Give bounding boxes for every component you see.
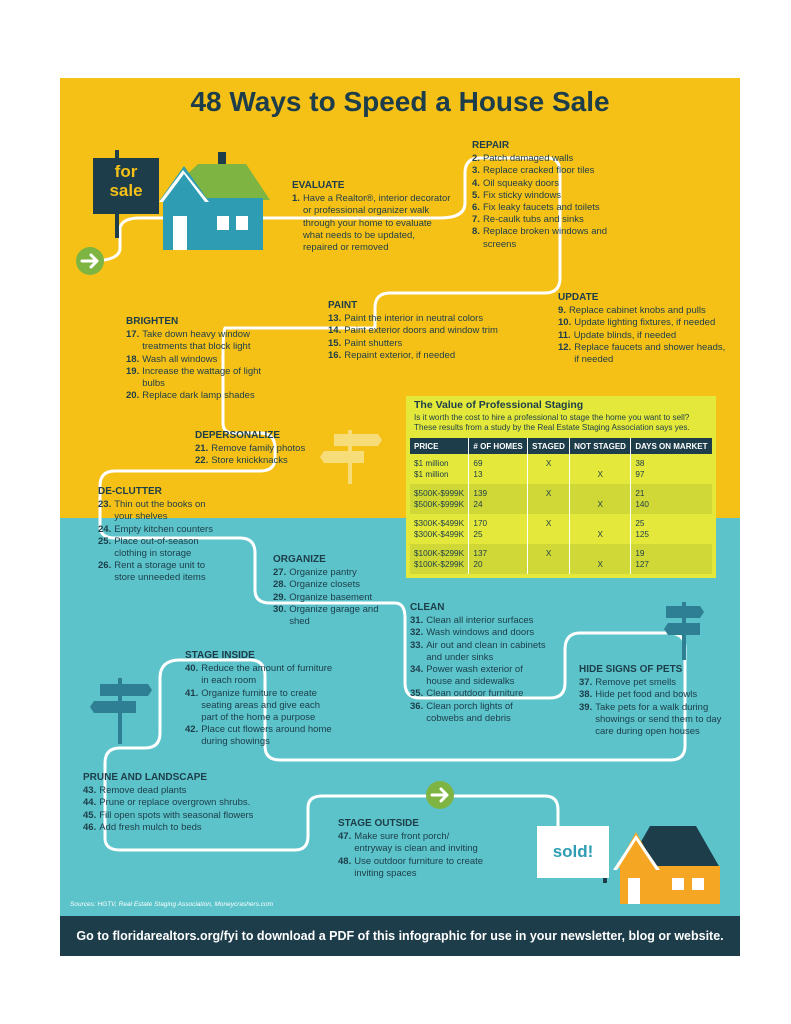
tip-item xyxy=(98,536,223,560)
section-evaluate xyxy=(292,180,452,254)
tip-text: Paint exterior doors and window trim xyxy=(344,325,498,337)
tip-text: Have a Realtor®, interior decorator or professional organizer walk through your home to evaluate what needs to be updated, repaired or removed xyxy=(302,193,451,254)
table-cell: 125 xyxy=(631,529,712,544)
tip-item xyxy=(410,627,550,639)
tip-list xyxy=(472,153,642,251)
table-cell: X xyxy=(570,559,631,574)
table-cell: 25 xyxy=(631,514,712,529)
section-declutter xyxy=(98,486,223,585)
start-arrow-icon xyxy=(76,247,104,275)
tip-item xyxy=(410,664,550,688)
table-cell: X xyxy=(528,454,570,469)
tip-text: Organize garage and shed xyxy=(289,603,379,628)
table-cell: 25 xyxy=(469,529,528,544)
tip-text: Replace cabinet knobs and pulls xyxy=(568,305,706,317)
sold-label: sold! xyxy=(552,842,594,861)
table-row xyxy=(410,544,712,559)
tip-text: Replace dark lamp shades xyxy=(142,390,255,402)
table-cell xyxy=(528,499,570,514)
tip-list xyxy=(292,193,452,254)
tip-number: 40. xyxy=(185,663,199,675)
section-repair xyxy=(472,140,642,251)
tip-item xyxy=(558,342,728,366)
tip-number: 33. xyxy=(410,639,424,651)
table-cell xyxy=(570,544,631,559)
tip-text: Power wash exterior of house and sidewalks xyxy=(426,664,523,688)
table-cell: X xyxy=(570,469,631,484)
table-cell: X xyxy=(570,499,631,514)
tip-text: Paint the interior in neutral colors xyxy=(344,313,484,325)
tip-number: 14. xyxy=(328,325,342,337)
section-heading: BRIGHTEN xyxy=(126,316,179,327)
tip-number: 37. xyxy=(579,677,593,689)
tip-text: Organize furniture to create seating areas and give each part of the home a purpose xyxy=(201,687,321,724)
tip-text: Hide pet food and bowls xyxy=(595,689,698,701)
tip-number: 13. xyxy=(328,313,342,325)
table-cell: $500K-$999K xyxy=(410,484,469,499)
tip-item xyxy=(472,165,642,177)
section-stage-inside xyxy=(185,650,335,749)
tip-text: Add fresh mulch to beds xyxy=(99,821,202,833)
tip-text: Air out and clean in cabinets and under sinks xyxy=(426,639,546,663)
section-heading: STAGE OUTSIDE xyxy=(338,818,419,829)
section-heading: UPDATE xyxy=(558,292,599,303)
tip-number: 46. xyxy=(83,821,97,833)
tip-number: 28. xyxy=(273,579,287,591)
tip-text: Prune or replace overgrown shrubs. xyxy=(99,797,251,809)
tip-number: 15. xyxy=(328,337,342,349)
tip-item xyxy=(195,455,325,467)
house-icon xyxy=(159,152,270,250)
tip-item xyxy=(472,214,642,226)
tip-item xyxy=(126,366,266,390)
tip-number: 39. xyxy=(579,701,593,713)
tip-number: 43. xyxy=(83,785,97,797)
table-cell: 137 xyxy=(469,544,528,559)
tip-number: 24. xyxy=(98,523,112,535)
tip-item xyxy=(410,615,550,627)
infographic xyxy=(60,78,740,956)
table-cell: 97 xyxy=(631,469,712,484)
page-title: 48 Ways to Speed a House Sale xyxy=(190,86,610,117)
tip-list xyxy=(273,567,383,628)
continue-arrow-icon xyxy=(426,781,454,809)
table-cell xyxy=(528,529,570,544)
tip-number: 1. xyxy=(292,193,300,205)
tip-text: Remove pet smells xyxy=(595,677,676,689)
tip-text: Patch damaged walls xyxy=(482,153,574,165)
tip-item xyxy=(472,153,642,165)
table-row xyxy=(410,454,712,469)
tip-number: 45. xyxy=(83,809,97,821)
tip-number: 7. xyxy=(472,214,480,226)
tip-number: 19. xyxy=(126,365,140,377)
tip-text: Wash windows and doors xyxy=(426,627,535,639)
section-heading: CLEAN xyxy=(410,602,445,613)
section-heading: HIDE SIGNS OF PETS xyxy=(579,664,683,675)
tip-number: 18. xyxy=(126,353,140,365)
tip-item xyxy=(410,688,550,700)
tip-text: Reduce the amount of furniture in each room xyxy=(201,663,333,687)
table-cell: $1 million xyxy=(414,459,449,468)
section-heading: STAGE INSIDE xyxy=(185,650,255,661)
tip-item xyxy=(185,688,335,725)
tip-list xyxy=(410,615,550,725)
tip-number: 2. xyxy=(472,153,480,165)
section-heading: ORGANIZE xyxy=(273,554,326,565)
staging-title: The Value of Professional Staging xyxy=(414,399,584,411)
tip-item xyxy=(273,604,383,628)
table-header-cell: STAGED xyxy=(528,438,570,454)
tip-item xyxy=(472,178,642,190)
table-cell xyxy=(528,559,570,574)
tip-list xyxy=(185,663,335,748)
tip-number: 11. xyxy=(558,329,571,341)
tip-list xyxy=(126,329,266,402)
tip-number: 12. xyxy=(558,341,572,353)
tip-item xyxy=(328,325,508,337)
tip-item xyxy=(338,856,488,880)
signpost-icon-yellow xyxy=(320,430,382,484)
tip-text: Empty kitchen counters xyxy=(114,523,213,535)
tip-item xyxy=(83,785,273,797)
section-heading: EVALUATE xyxy=(292,180,345,191)
section-organize xyxy=(273,554,383,628)
tip-number: 5. xyxy=(472,189,480,201)
tip-item xyxy=(126,354,266,366)
tip-item xyxy=(579,702,729,739)
staging-table xyxy=(410,438,712,574)
tip-text: Fix sticky windows xyxy=(482,189,562,201)
section-depersonalize xyxy=(195,430,325,468)
tip-item xyxy=(83,797,273,809)
tip-item xyxy=(328,350,508,362)
sold-house-icon xyxy=(613,826,720,904)
tip-text: Make sure front porch/ entryway is clean and inviting xyxy=(354,831,478,855)
tip-item xyxy=(328,313,508,325)
tip-text: Take pets for a walk during showings or send them to day care during open houses xyxy=(595,701,722,738)
tip-text: Clean all interior surfaces xyxy=(426,615,534,627)
tip-number: 27. xyxy=(273,567,287,579)
table-cell: X xyxy=(570,529,631,544)
tip-list xyxy=(558,305,728,366)
table-cell: 13 xyxy=(469,469,528,484)
tip-list xyxy=(98,499,223,584)
tip-item xyxy=(410,701,550,725)
tip-item xyxy=(273,567,383,579)
section-heading: REPAIR xyxy=(472,140,510,151)
tip-number: 8. xyxy=(472,226,480,238)
tip-text: Paint shutters xyxy=(344,337,403,349)
tip-item xyxy=(472,226,642,250)
tip-number: 4. xyxy=(472,177,480,189)
table-cell: 170 xyxy=(469,514,528,529)
tip-text: Use outdoor furniture to create inviting spaces xyxy=(354,855,484,879)
tip-number: 35. xyxy=(410,688,424,700)
tip-text: Organize closets xyxy=(289,579,360,591)
table-header-cell: # OF HOMES xyxy=(469,438,528,454)
table-cell: 20 xyxy=(469,559,528,574)
tip-text: Thin out the books on your shelves xyxy=(114,499,206,523)
tip-text: Increase the wattage of light bulbs xyxy=(142,365,262,390)
tip-number: 32. xyxy=(410,627,424,639)
for-sale-label: for sale xyxy=(109,162,143,200)
tip-number: 44. xyxy=(83,797,97,809)
staging-table-body xyxy=(410,454,712,574)
tip-item xyxy=(126,329,266,353)
tip-number: 42. xyxy=(185,724,199,736)
tip-number: 25. xyxy=(98,535,112,547)
table-cell: $500K-$999K xyxy=(410,499,469,514)
tip-number: 3. xyxy=(472,165,480,177)
tip-text: Store knickknacks xyxy=(211,455,288,467)
table-cell: 140 xyxy=(631,499,712,514)
tip-list xyxy=(338,831,488,880)
tip-text: Oil squeaky doors xyxy=(482,177,559,189)
table-cell: $1 million xyxy=(414,470,449,479)
tip-text: Fill open spots with seasonal flowers xyxy=(99,809,254,821)
section-paint xyxy=(328,300,508,362)
section-pets xyxy=(579,664,729,738)
tip-text: Replace cracked floor tiles xyxy=(482,165,595,177)
tip-item xyxy=(472,190,642,202)
signpost-icon-left xyxy=(90,678,152,744)
table-cell: X xyxy=(528,514,570,529)
tip-text: Fix leaky faucets and toilets xyxy=(482,202,600,214)
tip-number: 21. xyxy=(195,443,209,455)
section-stage-outside xyxy=(338,818,488,880)
tip-text: Wash all windows xyxy=(142,353,218,365)
tip-number: 38. xyxy=(579,689,593,701)
table-header-cell: PRICE xyxy=(410,438,469,454)
tip-text: Update blinds, if needed xyxy=(573,329,677,341)
tip-text: Rent a storage unit to store unneeded items xyxy=(114,560,206,584)
tip-number: 22. xyxy=(195,455,209,467)
tip-item xyxy=(185,663,335,687)
tip-text: Take down heavy window treatments that block light xyxy=(142,329,251,353)
tip-item xyxy=(410,640,550,664)
tip-text: Repaint exterior, if needed xyxy=(344,349,456,361)
sources-note: Sources: HGTV, Real Estate Staging Association, Moneycrashers.com xyxy=(70,901,274,908)
table-cell: X xyxy=(528,484,570,499)
section-brighten xyxy=(126,316,266,402)
table-row xyxy=(410,529,712,544)
tip-item xyxy=(292,193,452,254)
tip-number: 31. xyxy=(410,615,424,627)
table-cell: $100K-$299K xyxy=(410,544,469,559)
tip-item xyxy=(185,724,335,748)
tip-number: 48. xyxy=(338,855,352,867)
tip-list xyxy=(579,677,729,738)
table-row xyxy=(410,514,712,529)
tip-text: Update lighting fixtures, if needed xyxy=(574,317,716,329)
tip-list xyxy=(328,313,508,362)
tip-number: 34. xyxy=(410,664,424,676)
tip-text: Remove family photos xyxy=(211,443,306,455)
staging-table-panel xyxy=(406,396,716,578)
tip-item xyxy=(126,390,266,402)
tip-item xyxy=(98,499,223,523)
tip-item xyxy=(338,831,488,855)
table-cell: $300K-$499K xyxy=(414,519,465,528)
table-header-cell: NOT STAGED xyxy=(570,438,631,454)
table-cell: 19 xyxy=(631,544,712,559)
tip-number: 16. xyxy=(328,349,342,361)
tip-item xyxy=(195,443,325,455)
section-heading: DE-CLUTTER xyxy=(98,486,162,497)
table-cell: 139 xyxy=(469,484,528,499)
tip-text: Clean porch lights of cobwebs and debris xyxy=(426,700,513,724)
tip-number: 17. xyxy=(126,329,140,341)
tip-text: Replace faucets and shower heads, if needed xyxy=(574,341,726,366)
table-cell: $100K-$299K xyxy=(410,559,469,574)
tip-list xyxy=(195,443,325,467)
tip-text: Clean outdoor furniture xyxy=(426,688,524,700)
table-cell xyxy=(570,514,631,529)
tip-number: 6. xyxy=(472,202,480,214)
table-cell: 24 xyxy=(469,499,528,514)
section-prune xyxy=(83,772,273,834)
tip-number: 41. xyxy=(185,687,199,699)
table-cell: 21 xyxy=(631,484,712,499)
table-row xyxy=(410,484,712,499)
footer-banner: Go to floridarealtors.org/fyi to download a PDF of this infographic for use in your newsletter, blog or website. xyxy=(60,916,740,956)
tip-number: 20. xyxy=(126,390,140,402)
table-cell: $300K-$499K xyxy=(414,530,465,539)
tip-number: 30. xyxy=(273,603,287,615)
section-update xyxy=(558,292,728,366)
table-row xyxy=(410,499,712,514)
tip-number: 26. xyxy=(98,560,112,572)
section-heading: PAINT xyxy=(328,300,358,311)
table-cell xyxy=(528,469,570,484)
tip-item xyxy=(98,524,223,536)
tip-text: Replace broken windows and screens xyxy=(482,226,608,250)
signpost-icon-right xyxy=(664,602,704,660)
tip-number: 47. xyxy=(338,831,352,843)
tip-text: Organize pantry xyxy=(289,567,357,579)
tip-item xyxy=(558,330,728,342)
tip-item xyxy=(273,579,383,591)
tip-number: 29. xyxy=(273,591,287,603)
tip-item xyxy=(83,822,273,834)
tip-text: Remove dead plants xyxy=(99,785,187,797)
tip-item xyxy=(273,592,383,604)
tip-item xyxy=(98,560,223,584)
tip-text: Organize basement xyxy=(289,591,373,603)
tip-item xyxy=(558,305,728,317)
tip-item xyxy=(558,317,728,329)
tip-text: Place out-of-season clothing in storage xyxy=(114,535,199,560)
section-heading: PRUNE AND LANDSCAPE xyxy=(83,772,208,783)
staging-table-header xyxy=(410,438,712,454)
section-heading: DEPERSONALIZE xyxy=(195,430,281,441)
tip-item xyxy=(579,677,729,689)
table-row xyxy=(410,559,712,574)
tip-number: 23. xyxy=(98,499,112,511)
table-cell: 69 xyxy=(469,454,528,469)
table-cell: 38 xyxy=(631,454,712,469)
tip-item xyxy=(83,810,273,822)
tip-number: 9. xyxy=(558,305,566,317)
tip-text: Re-caulk tubs and sinks xyxy=(482,214,584,226)
tip-text: Place cut flowers around home during showings xyxy=(201,724,332,748)
staging-description: Is it worth the cost to hire a professional to stage the home you want to sell? These results from a study by the Real Estate Staging Association says yes. xyxy=(414,413,690,432)
tip-number: 10. xyxy=(558,317,572,329)
tip-item xyxy=(472,202,642,214)
table-cell: X xyxy=(528,544,570,559)
tip-item xyxy=(328,338,508,350)
tip-list xyxy=(83,785,273,834)
tip-number: 36. xyxy=(410,700,424,712)
tip-item xyxy=(579,689,729,701)
table-cell xyxy=(570,454,631,469)
table-header-cell: DAYS ON MARKET xyxy=(631,438,712,454)
table-cell xyxy=(570,484,631,499)
section-clean xyxy=(410,602,550,725)
table-row xyxy=(410,469,712,484)
table-cell: 127 xyxy=(631,559,712,574)
